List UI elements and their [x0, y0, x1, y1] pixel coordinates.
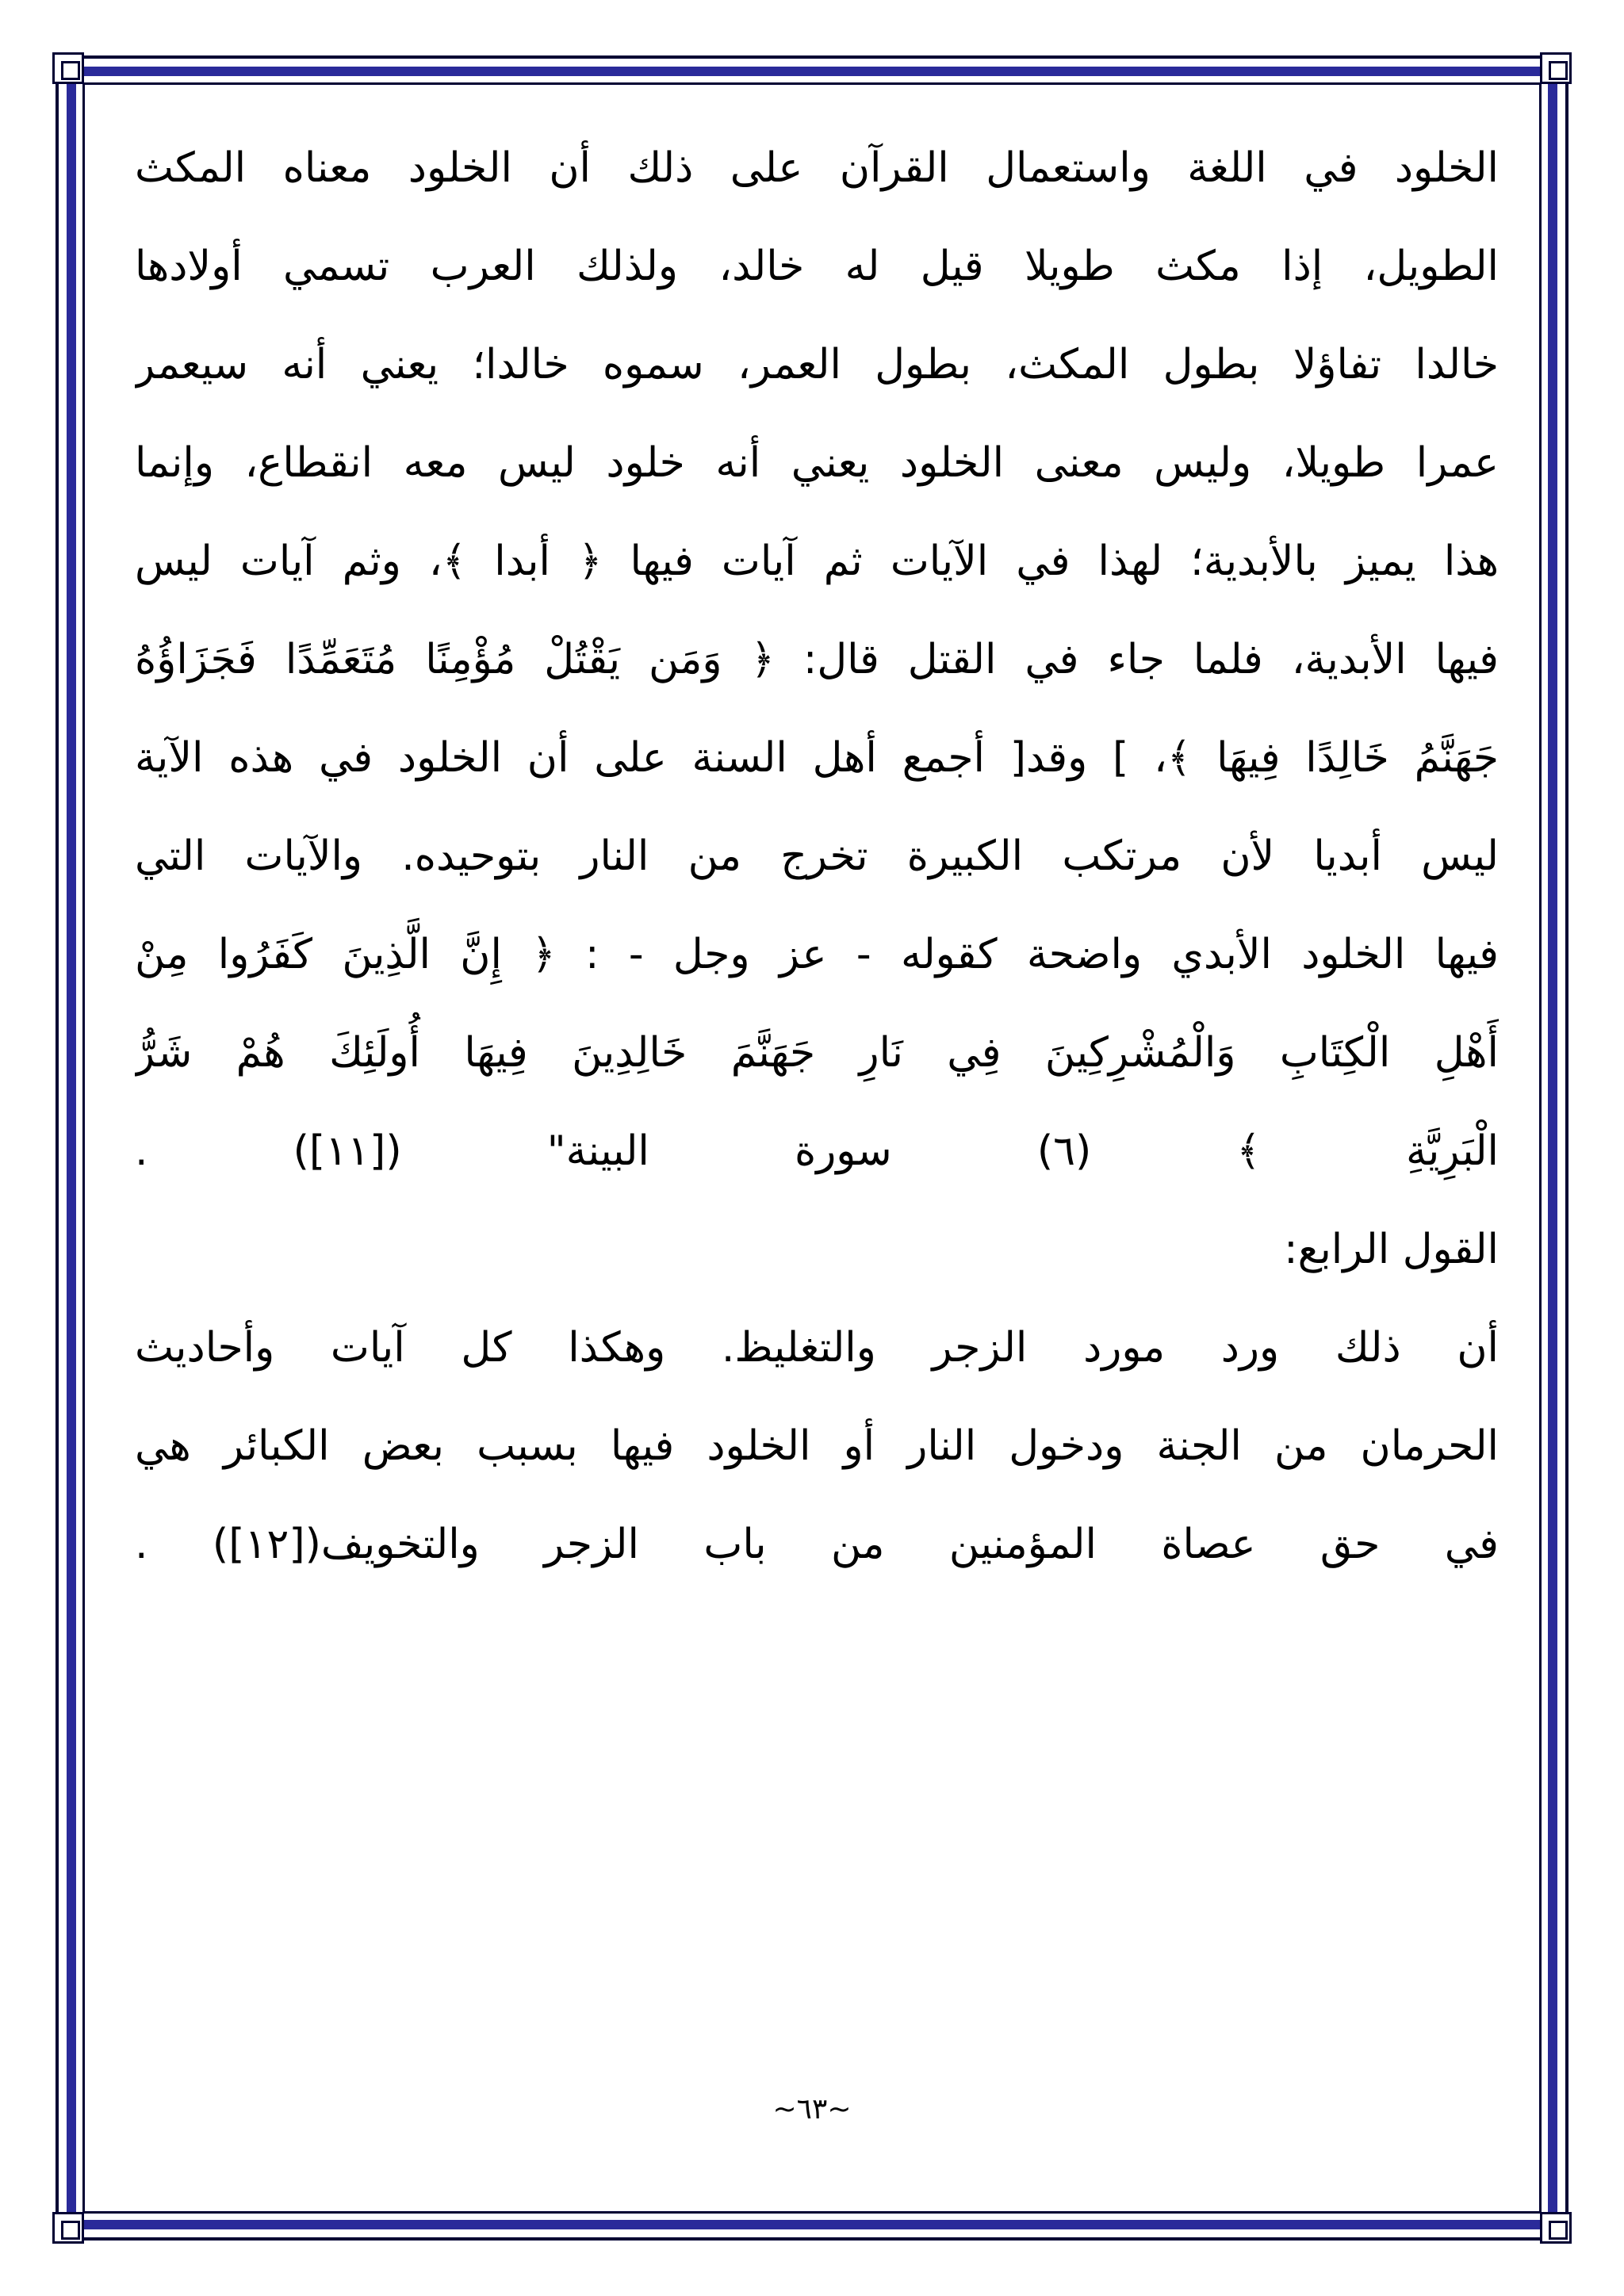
frame-corner-ornament [1540, 52, 1572, 84]
text-line: جَهَنَّمُ خَالِدًا فِيهَا ﴾، ] وقد[ أجمع أهل السنة على أن الخلود في هذه الآية [135, 734, 1499, 782]
frame-corner-ornament [52, 52, 84, 84]
section-heading: القول الرابع: [1284, 1226, 1499, 1273]
text-line: فيها الخلود الأبدي واضحة كقوله - عز وجل - : ﴿ إِنَّ الَّذِينَ كَفَرُوا مِنْ [135, 931, 1499, 978]
text-line: أَهْلِ الْكِتَابِ وَالْمُشْرِكِينَ فِي نَارِ جَهَنَّمَ خَالِدِينَ فِيهَا أُولَئِكَ هُمْ شَرُّ [135, 1029, 1499, 1077]
body-text [135, 119, 1499, 1594]
page-number: ~٦٣~ [772, 2093, 852, 2126]
frame-corner-ornament [52, 2212, 84, 2244]
frame-corner-ornament [1540, 2212, 1572, 2244]
text-line: الْبَرِيَّةِ ﴾ (٦) سورة البينة" ([١١]) . [135, 1127, 1499, 1175]
text-line: هذا يميز بالأبدية؛ لهذا في الآيات ثم آيات فيها ﴿ أبدا ﴾، وثم آيات ليس [135, 538, 1499, 585]
text-line: الطويل، إذا مكث طويلا قيل له خالد، ولذلك العرب تسمي أولادها [135, 243, 1499, 290]
text-line: عمرا طويلا، وليس معنى الخلود يعني أنه خلود ليس معه انقطاع، وإنما [135, 439, 1499, 487]
text-line: ليس أبديا لأن مرتكب الكبيرة تخرج من النار بتوحيده. والآيات التي [135, 832, 1499, 880]
text-line: في حق عصاة المؤمنين من باب الزجر والتخويف([١٢]) . [135, 1521, 1499, 1568]
text-line: فيها الأبدية، فلما جاء في القتل قال: ﴿ وَمَن يَقْتُلْ مُؤْمِنًا مُتَعَمِّدًا فَجَزَاؤُهُ [135, 636, 1499, 683]
text-line: الحرمان من الجنة ودخول النار أو الخلود فيها بسبب بعض الكبائر هي [135, 1422, 1499, 1470]
text-line: خالدا تفاؤلا بطول المكث، بطول العمر، سموه خالدا؛ يعني أنه سيعمر [135, 341, 1499, 388]
text-line: الخلود في اللغة واستعمال القرآن على ذلك أن الخلود معناه المكث [135, 144, 1499, 192]
text-line: أن ذلك ورد مورد الزجر والتغليظ. وهكذا كل آيات وأحاديث [135, 1324, 1499, 1372]
